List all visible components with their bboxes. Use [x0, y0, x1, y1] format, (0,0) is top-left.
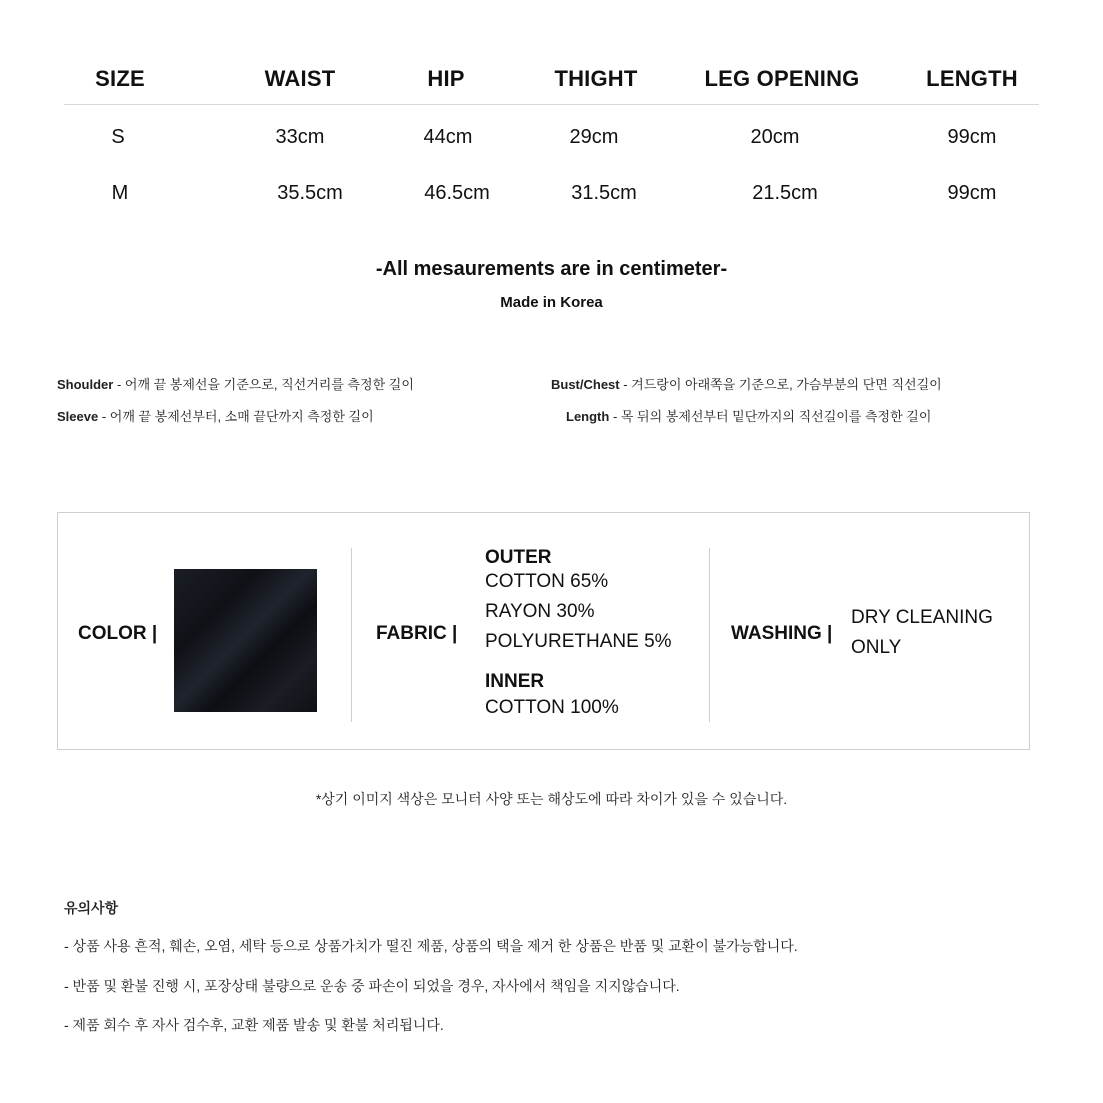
table-cell: 21.5cm [752, 182, 818, 204]
caution-item: - 반품 및 환불 진행 시, 포장상태 불량으로 운송 중 파손이 되었을 경우, 자사에서 책임을 지지않습니다. [64, 978, 680, 994]
table-cell: 33cm [275, 126, 325, 148]
measure-term: Sleeve [57, 409, 99, 424]
column-divider [351, 548, 352, 722]
table-cell: 99cm [947, 182, 997, 204]
caution-item: - 제품 회수 후 자사 검수후, 교환 제품 발송 및 환불 처리됩니다. [64, 1017, 444, 1033]
color-label: COLOR | [78, 623, 158, 644]
measure-bust [551, 374, 942, 393]
measure-sleeve [57, 406, 374, 425]
fabric-line: COTTON 65% [485, 571, 609, 592]
measure-shoulder [57, 374, 414, 393]
measure-term: Length [566, 409, 610, 424]
measure-length [566, 406, 931, 425]
measure-desc: - 어깨 끝 봉제선을 기준으로, 직선거리를 측정한 길이 [113, 377, 414, 392]
table-cell: 20cm [750, 126, 800, 148]
header-waist: WAIST [264, 66, 336, 91]
header-length: LENGTH [926, 66, 1018, 91]
header-leg-opening: LEG OPENING [704, 66, 860, 91]
table-cell: 46.5cm [424, 182, 490, 204]
fabric-line: RAYON 30% [485, 601, 595, 622]
measure-desc: - 겨드랑이 아래쪽을 기준으로, 가슴부분의 단면 직선길이 [619, 377, 942, 392]
measure-desc: - 어깨 끝 봉제선부터, 소매 끝단까지 측정한 길이 [98, 409, 374, 424]
table-cell: 35.5cm [277, 182, 343, 204]
table-cell: M [111, 182, 129, 204]
fabric-line: POLYURETHANE 5% [485, 631, 672, 652]
measure-term: Shoulder [57, 377, 114, 392]
table-cell: 99cm [947, 126, 997, 148]
header-size: SIZE [95, 66, 145, 91]
inner-title: INNER [485, 671, 545, 692]
table-cell: 44cm [423, 126, 473, 148]
origin-note: Made in Korea [500, 294, 603, 311]
measurement-note: -All mesaurements are in centimeter- [375, 258, 728, 280]
washing-line: DRY CLEANING [851, 607, 993, 628]
color-swatch [174, 569, 317, 712]
washing-label: WASHING | [731, 623, 833, 644]
table-cell: 29cm [569, 126, 619, 148]
outer-title: OUTER [485, 547, 552, 568]
washing-line: ONLY [851, 637, 902, 658]
header-thigh: THIGHT [554, 66, 638, 91]
header-hip: HIP [427, 66, 465, 91]
fabric-line: COTTON 100% [485, 697, 619, 718]
color-disclaimer: *상기 이미지 색상은 모니터 사양 또는 해상도에 따라 차이가 있을 수 있습니다. [315, 791, 788, 807]
fabric-label: FABRIC | [376, 623, 458, 644]
caution-title: 유의사항 [64, 900, 119, 916]
table-cell: 31.5cm [571, 182, 637, 204]
column-divider [709, 548, 710, 722]
table-divider [64, 104, 1039, 105]
measure-desc: - 목 뒤의 봉제선부터 밑단까지의 직선길이를 측정한 길이 [609, 409, 932, 424]
measure-term: Bust/Chest [551, 377, 620, 392]
table-cell: S [111, 126, 125, 148]
caution-item: - 상품 사용 흔적, 훼손, 오염, 세탁 등으로 상품가치가 떨진 제품, 상품의 택을 제거 한 상품은 반품 및 교환이 불가능합니다. [64, 938, 798, 954]
